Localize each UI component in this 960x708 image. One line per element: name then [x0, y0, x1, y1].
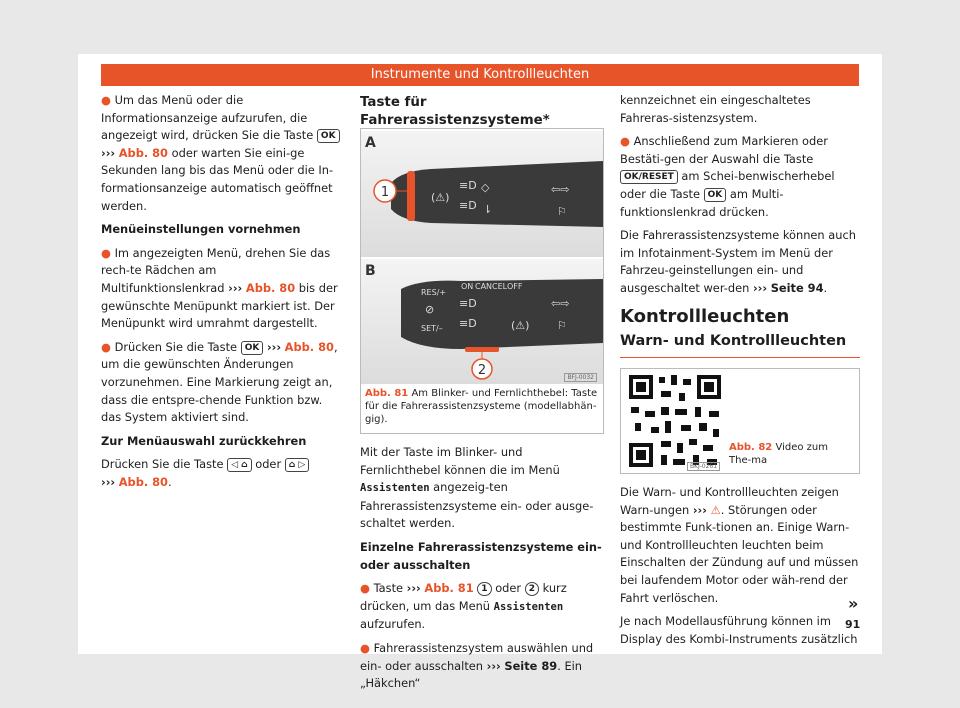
svg-text:(⚠): (⚠) — [511, 319, 530, 332]
svg-text:⚐: ⚐ — [557, 205, 567, 218]
svg-text:1: 1 — [380, 185, 390, 200]
ok-key-icon: OK — [704, 188, 727, 202]
figure-link[interactable]: Abb. 80 — [245, 280, 296, 295]
column-right — [620, 92, 860, 370]
svg-text:≡D: ≡D — [459, 317, 477, 330]
svg-text:⚐: ⚐ — [557, 319, 567, 332]
subheading-settings: Menüeinstellungen vornehmen — [101, 222, 301, 237]
page-header: Instrumente und Kontrollleuchten — [101, 64, 859, 86]
svg-text:SET/–: SET/– — [421, 324, 443, 333]
ok-reset-key-icon: OK/RESET — [620, 170, 678, 184]
svg-text:◇: ◇ — [481, 181, 490, 194]
column-left — [101, 92, 343, 497]
svg-text:≡D: ≡D — [459, 199, 477, 212]
bullet-icon: ● — [101, 339, 111, 354]
svg-text:RES/+: RES/+ — [421, 288, 447, 297]
callout-1-icon: 1 — [477, 582, 491, 596]
back-right-key-icon: ⌂ ▷ — [285, 458, 310, 472]
figure-panel-b: B RES/+ SET/– ON CANCEL OFF ⊘ ≡D ≡D (⚠) ⇦⇨ ⚐ 2 BFJ-0032 — [361, 259, 603, 384]
page-number: 91 — [845, 618, 861, 631]
section-title: Taste für Fahrerassistenzsysteme* — [360, 95, 550, 128]
figure-link[interactable]: Abb. 80 — [118, 145, 168, 160]
svg-text:≡D: ≡D — [459, 297, 477, 310]
ok-key-icon: OK — [317, 129, 340, 143]
warning-triangle-icon: ⚠ — [710, 502, 721, 517]
figure-link[interactable]: Abb. 81 — [424, 581, 474, 596]
bullet-icon: ● — [360, 640, 370, 655]
subheading-toggle: Einzelne Fahrerassistenzsysteme ein- oder ausschalten — [360, 539, 602, 572]
paragraph-assist-button: Mit der Taste im Blinker- und Fernlichthebel können die im Menü Assistenten angezeig-ten Fahrerassistenzsysteme ein- oder ausge-schaltet werden. — [360, 445, 594, 531]
page-link[interactable]: Seite 89 — [504, 658, 558, 673]
chapter-heading: Kontrollleuchten — [620, 305, 790, 327]
svg-text:⇦⇨: ⇦⇨ — [551, 297, 570, 310]
svg-text:ON: ON — [461, 282, 474, 291]
svg-text:CANCEL: CANCEL — [475, 282, 508, 291]
paragraph-rotate-wheel: ● Im angezeigten Menü, drehen Sie das rech-te Rädchen am Multifunktionslenkrad ››› Abb. 80 bis der gewünschte Menüpunkt markiert ist. Der Menüpunkt wird umrahmt dargestellt. — [101, 245, 338, 331]
bullet-icon: ● — [101, 93, 111, 107]
paragraph-return: Drücken Sie die Taste ◁ ⌂ oder ⌂ ▷ ››› Abb. 80. — [101, 456, 343, 491]
svg-text:≡D: ≡D — [459, 179, 477, 192]
lever-illustration-a — [361, 131, 603, 257]
paragraph-model: Je nach Modellausführung können im Display des Kombi-Instruments zusätzlich — [620, 614, 858, 646]
paragraph-press-ok: ● Drücken Sie die Taste OK ››› Abb. 80, um die gewünschten Änderungen vorzunehmen. Eine Markierung zeigt an, dass die entspre-chende Funktion bzw. das System aktiviert sind. — [101, 339, 338, 425]
bullet-select-system: ● Fahrerassistenzsystem auswählen und ein- oder ausschalten ››› Seite 89. Ein „Häkchen“ — [360, 640, 594, 691]
paragraph-infotainment: Die Fahrerassistenzsysteme können auch im Infotainment-System im Menü der Fahrzeu-geinstellungen ein- und ausgeschaltet wer-den ››› Seite 94. — [620, 228, 856, 295]
bullet-confirm: ● Anschließend zum Markieren oder Bestäti-gen der Auswahl die Taste OK/RESET am Schei-benwischerhebel oder die Taste OK am Multi-funktionslenkrad drücken. — [620, 134, 835, 219]
menu-name: Assistenten — [360, 482, 430, 495]
figure-link[interactable]: Abb. 80 — [118, 474, 168, 489]
figure-82 — [620, 368, 860, 474]
figure-caption: Abb. 82 Video zum The-ma — [729, 442, 828, 466]
bullet-icon: ● — [620, 134, 630, 149]
lever-illustration-b — [361, 259, 603, 384]
figure-code: BKJ-0261 — [687, 462, 720, 471]
paragraph-continued: kennzeichnet ein eingeschaltetes Fahreras-sistenzsystem. — [620, 93, 811, 125]
continue-icon: » — [848, 594, 859, 613]
qr-code-icon[interactable] — [625, 371, 725, 471]
bullet-press-button: ● Taste ››› Abb. 81 1 oder 2 kurz drücken, um das Menü Assistenten aufzurufen. — [360, 581, 567, 632]
back-left-key-icon: ◁ ⌂ — [227, 458, 252, 472]
bullet-icon: ● — [360, 581, 370, 596]
svg-text:⇂: ⇂ — [483, 203, 493, 216]
figure-link[interactable]: Abb. 80 — [284, 339, 334, 354]
svg-text:⇦⇨: ⇦⇨ — [551, 183, 570, 196]
ok-key-icon: OK — [241, 341, 264, 355]
figure-code: BFJ-0032 — [564, 373, 597, 382]
bullet-icon: ● — [101, 245, 111, 260]
svg-text:2: 2 — [477, 363, 487, 378]
paragraph-open-menu: ● Um das Menü oder die Informationsanzeige aufzurufen, die angezeigt wird, drücken Sie die Taste OK ››› Abb. 80 oder warten Sie eini-ge Sekunden lang bis das Menü oder die In-formationsanzeige automatisch geöffnet werden. — [101, 92, 343, 215]
figure-panel-a: A 1 (⚠) ≡D ≡D ◇ ⇂ ⇦⇨ ⚐ — [361, 131, 603, 257]
figure-caption: Abb. 81 Am Blinker- und Fernlichthebel: Taste für die Fahrerassistenzsysteme (modellabhän-gig). — [365, 388, 598, 425]
paragraph-warnings: Die Warn- und Kontrollleuchten zeigen Warn-ungen ››› ⚠. Störungen oder bestimmte Funk-tionen an. Einige Warn- und Kontrollleuchten leuchten beim Einschalten der Zündung auf und müssen bei laufendem Motor oder wäh-rend der Fahrt verlöschen. — [620, 485, 859, 605]
callout-2-icon: 2 — [525, 582, 539, 596]
section-heading: Warn- und Kontrollleuchten — [620, 333, 860, 358]
svg-text:(⚠): (⚠) — [431, 191, 450, 204]
figure-81 — [360, 128, 604, 434]
column-right-text — [620, 484, 860, 654]
svg-text:⊘: ⊘ — [425, 303, 435, 316]
subheading-back: Zur Menüauswahl zurückkehren — [101, 433, 307, 448]
column-middle-text — [360, 444, 602, 699]
page-link[interactable]: Seite 94 — [770, 280, 824, 295]
svg-text:OFF: OFF — [507, 282, 523, 291]
